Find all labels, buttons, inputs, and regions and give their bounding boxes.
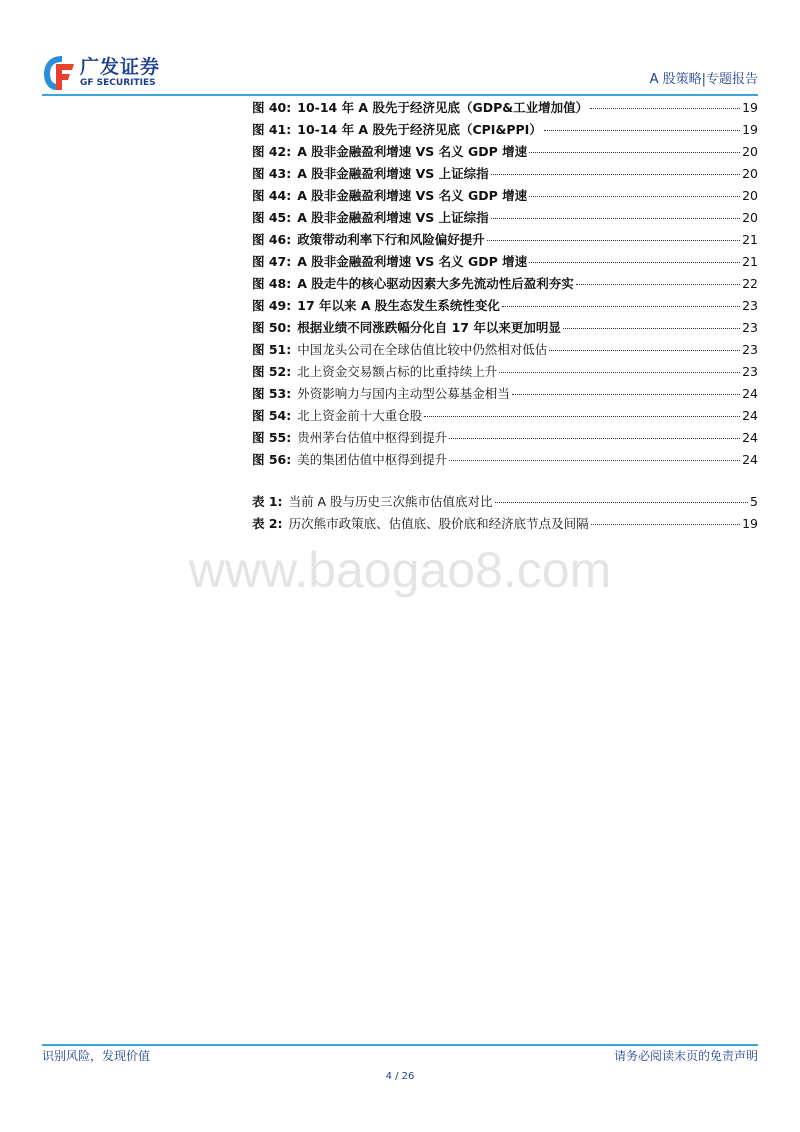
figure-list [252, 97, 758, 471]
dot-leader [529, 196, 740, 197]
toc-figure-entry-page: 23 [742, 320, 758, 335]
footer-divider [42, 1044, 758, 1046]
dot-leader [576, 284, 740, 285]
toc-figure-entry-page: 21 [742, 254, 758, 269]
toc-figure-entry-label: 图 49: [252, 298, 292, 313]
toc-table-entry-label: 表 1: [252, 494, 283, 509]
toc-figure-entry-label: 图 56: [252, 452, 292, 467]
report-section: A 股策略|专题报告 [649, 72, 758, 87]
watermark: www.baogao8.com [188, 542, 612, 598]
toc-figure-entry-label: 图 40: [252, 100, 292, 115]
toc-figure-entry-title: 10-14 年 A 股先于经济见底（GDP&工业增加值） [297, 100, 589, 115]
toc-figure-entry-title: 美的集团估值中枢得到提升 [297, 452, 448, 467]
toc-table-entry[interactable] [252, 513, 758, 535]
toc-figure-entry-label: 图 41: [252, 122, 292, 137]
logo-english: GF SECURITIES [80, 77, 156, 88]
dot-leader [529, 152, 740, 153]
toc-figure-entry-page: 20 [742, 144, 758, 159]
toc-table-entry[interactable] [252, 491, 758, 513]
toc-figure-entry[interactable] [252, 119, 758, 141]
toc-figure-entry-title: A 股非金融盈利增速 VS 上证综指 [297, 166, 489, 181]
dot-leader [529, 262, 740, 263]
toc-figure-entry[interactable] [252, 339, 758, 361]
toc-table-entry-title: 历次熊市政策底、估值底、股价底和经济底节点及间隔 [288, 516, 589, 531]
gf-securities-logo [42, 52, 160, 92]
toc-figure-entry-title: A 股非金融盈利增速 VS 名义 GDP 增速 [297, 188, 528, 203]
dot-leader [491, 174, 740, 175]
toc-figure-entry-page: 23 [742, 342, 758, 357]
toc-figure-entry-title: A 股非金融盈利增速 VS 名义 GDP 增速 [297, 144, 528, 159]
dot-leader [499, 372, 740, 373]
toc-figure-entry[interactable] [252, 427, 758, 449]
toc-figure-entry[interactable] [252, 383, 758, 405]
toc-figure-entry-label: 图 43: [252, 166, 292, 181]
toc-table-entry-page: 5 [750, 494, 758, 509]
toc-figure-entry-title: 贵州茅台估值中枢得到提升 [297, 430, 448, 445]
toc-figure-entry-title: 外资影响力与国内主动型公募基金相当 [297, 386, 510, 401]
toc-figure-entry-title: 北上资金交易额占标的比重持续上升 [297, 364, 498, 379]
dot-leader [563, 328, 740, 329]
toc-figure-entry[interactable] [252, 207, 758, 229]
dot-leader [590, 108, 740, 109]
toc-figure-entry-label: 图 45: [252, 210, 292, 225]
toc-figure-entry[interactable] [252, 273, 758, 295]
toc-figure-entry-page: 24 [742, 408, 758, 423]
toc-figure-entry-label: 图 54: [252, 408, 292, 423]
toc-figure-entry[interactable] [252, 229, 758, 251]
toc-figure-entry-title: A 股走牛的核心驱动因素大多先流动性后盈利夯实 [297, 276, 574, 291]
footer-slogan: 识别风险，发现价值 [42, 1049, 151, 1063]
dot-leader [549, 350, 740, 351]
toc-figure-entry[interactable] [252, 449, 758, 471]
dot-leader [495, 502, 748, 503]
toc-figure-entry[interactable] [252, 185, 758, 207]
table-list [252, 491, 758, 535]
dot-leader [424, 416, 740, 417]
toc-figure-entry-title: A 股非金融盈利增速 VS 上证综指 [297, 210, 489, 225]
toc-figure-entry-title: A 股非金融盈利增速 VS 名义 GDP 增速 [297, 254, 528, 269]
toc-figure-entry[interactable] [252, 361, 758, 383]
dot-leader [491, 218, 740, 219]
toc-figure-entry-title: 根据业绩不同涨跌幅分化自 17 年以来更加明显 [297, 320, 561, 335]
dot-leader [449, 460, 740, 461]
toc-table-entry-page: 19 [742, 516, 758, 531]
toc-figure-entry-page: 19 [742, 100, 758, 115]
toc-figure-entry-page: 21 [742, 232, 758, 247]
toc-figure-entry-label: 图 51: [252, 342, 292, 357]
toc-figure-entry-label: 图 52: [252, 364, 292, 379]
toc-figure-entry[interactable] [252, 405, 758, 427]
toc-figure-entry-page: 24 [742, 386, 758, 401]
toc-figure-entry-label: 图 44: [252, 188, 292, 203]
toc-figure-entry-page: 20 [742, 188, 758, 203]
dot-leader [591, 524, 741, 525]
dot-leader [512, 394, 740, 395]
toc-figure-entry[interactable] [252, 251, 758, 273]
toc-table-entry-label: 表 2: [252, 516, 283, 531]
toc-table-entry-title: 当前 A 股与历史三次熊市估值底对比 [288, 494, 493, 509]
toc-figure-entry-page: 24 [742, 452, 758, 467]
toc-figure-entry-title: 北上资金前十大重仓股 [297, 408, 423, 423]
toc-figure-entry[interactable] [252, 295, 758, 317]
toc-figure-entry[interactable] [252, 141, 758, 163]
gf-logo-icon [42, 52, 76, 92]
toc-figure-entry-page: 24 [742, 430, 758, 445]
dot-leader [487, 240, 740, 241]
toc-figure-entry-page: 23 [742, 364, 758, 379]
toc-figure-entry-label: 图 53: [252, 386, 292, 401]
page-number: 4 / 26 [385, 1071, 415, 1082]
toc-figure-entry-page: 20 [742, 210, 758, 225]
toc-figure-entry-label: 图 48: [252, 276, 292, 291]
logo-chinese: 广发证券 [80, 55, 161, 78]
dot-leader [449, 438, 740, 439]
toc-figure-entry[interactable] [252, 163, 758, 185]
toc-figure-entry-label: 图 42: [252, 144, 292, 159]
toc-figure-entry-page: 22 [742, 276, 758, 291]
toc-figure-entry-label: 图 50: [252, 320, 292, 335]
toc-figure-entry-title: 政策带动利率下行和风险偏好提升 [297, 232, 485, 247]
toc-figure-entry-page: 19 [742, 122, 758, 137]
footer-disclaimer: 请务必阅读末页的免责声明 [613, 1049, 758, 1063]
dot-leader [502, 306, 740, 307]
toc-figure-entry[interactable] [252, 97, 758, 119]
toc-figure-entry-title: 10-14 年 A 股先于经济见底（CPI&PPI） [297, 122, 542, 137]
toc-figure-entry-title: 17 年以来 A 股生态发生系统性变化 [297, 298, 500, 313]
toc-figure-entry[interactable] [252, 317, 758, 339]
header-divider [42, 94, 758, 96]
toc-figure-entry-label: 图 47: [252, 254, 292, 269]
toc-figure-entry-label: 图 46: [252, 232, 292, 247]
toc-figure-entry-title: 中国龙头公司在全球估值比较中仍然相对低估 [297, 342, 548, 357]
toc-figure-entry-page: 20 [742, 166, 758, 181]
toc-figure-entry-page: 23 [742, 298, 758, 313]
dot-leader [544, 130, 740, 131]
toc-figure-entry-label: 图 55: [252, 430, 292, 445]
